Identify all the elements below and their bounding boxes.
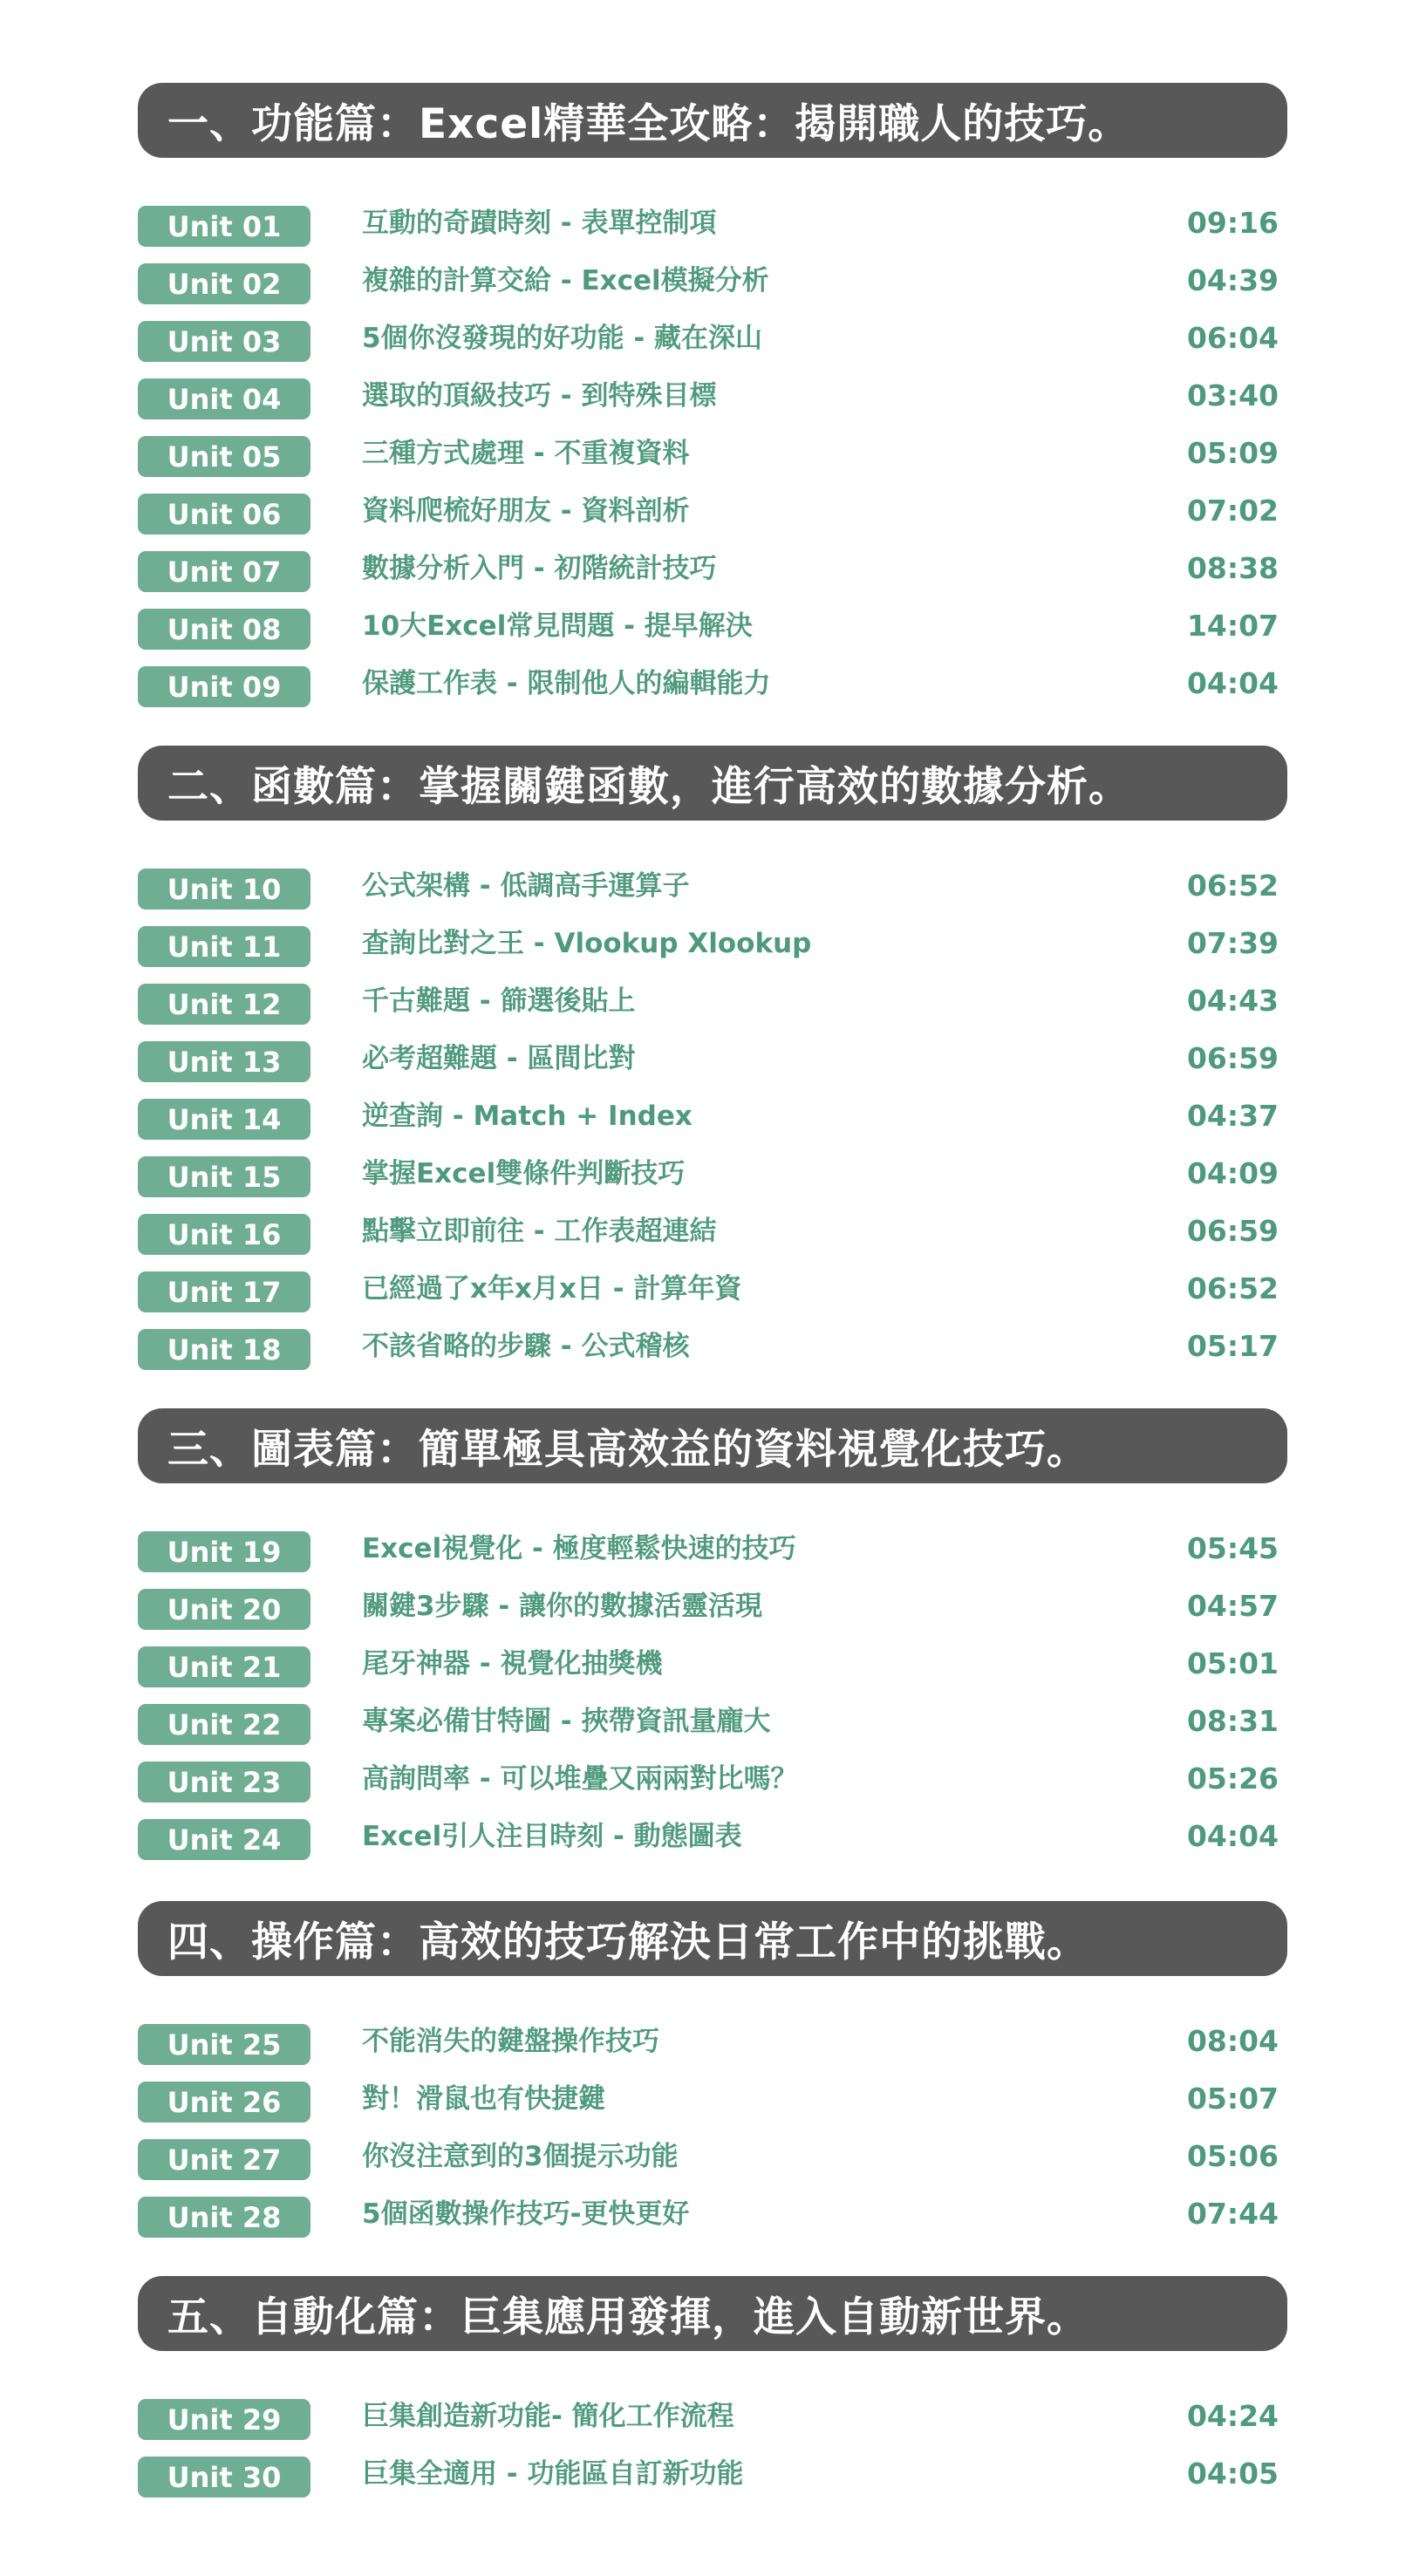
unit-row [138, 664, 1287, 707]
unit-badge: Unit 01 [138, 206, 310, 247]
unit-duration: 04:05 [1186, 2457, 1279, 2491]
unit-row [138, 433, 1287, 477]
unit-title: 互動的奇蹟時刻 - 表單控制項 [362, 208, 717, 239]
unit-duration: 03:40 [1186, 378, 1279, 412]
unit-title: 點擊立即前往 - 工作表超連結 [362, 1216, 717, 1247]
unit-row [138, 549, 1287, 592]
unit-title: 保護工作表 - 限制他人的編輯能力 [362, 668, 771, 699]
unit-row [138, 866, 1287, 910]
unit-row [138, 2454, 1287, 2498]
unit-row [138, 1759, 1287, 1803]
unit-duration: 05:06 [1186, 2139, 1279, 2173]
section-title: 三、圖表篇：簡單極具高效益的資料視覺化技巧。 [167, 1425, 1088, 1474]
unit-title: 對！滑鼠也有快捷鍵 [362, 2083, 605, 2115]
unit-badge: Unit 04 [138, 378, 310, 419]
section-title: 二、函數篇：掌握關鍵函數，進行高效的數據分析。 [167, 762, 1130, 811]
unit-row [138, 1039, 1287, 1082]
section-title: 五、自動化篇：巨集應用發揮，進入自動新世界。 [167, 2293, 1088, 2341]
unit-row [138, 1816, 1287, 1860]
unit-duration: 04:24 [1186, 2399, 1279, 2433]
unit-duration: 04:39 [1186, 263, 1279, 297]
unit-duration: 04:43 [1186, 984, 1279, 1018]
unit-badge: Unit 28 [138, 2197, 310, 2238]
unit-badge: Unit 11 [138, 926, 310, 967]
unit-row [138, 1701, 1287, 1745]
unit-duration: 04:04 [1186, 666, 1279, 700]
unit-duration: 14:07 [1186, 609, 1279, 643]
unit-row [138, 1529, 1287, 1572]
unit-badge: Unit 10 [138, 869, 310, 910]
unit-title: 巨集創造新功能- 簡化工作流程 [362, 2401, 734, 2432]
unit-title: 選取的頂級技巧 - 到特殊目標 [362, 380, 717, 412]
unit-badge: Unit 15 [138, 1156, 310, 1197]
unit-row [138, 376, 1287, 419]
unit-title: 複雜的計算交給 - Excel模擬分析 [362, 265, 769, 296]
unit-badge: Unit 17 [138, 1271, 310, 1312]
unit-row [138, 203, 1287, 247]
section-title: 一、功能篇：Excel精華全攻略：揭開職人的技巧。 [167, 99, 1130, 148]
unit-duration: 05:09 [1186, 436, 1279, 470]
unit-title: Excel引人注目時刻 - 動態圖表 [362, 1821, 742, 1852]
unit-row [138, 606, 1287, 650]
unit-badge: Unit 03 [138, 321, 310, 362]
unit-badge: Unit 24 [138, 1819, 310, 1860]
unit-row [138, 318, 1287, 362]
section-header [138, 83, 1287, 158]
unit-title: 查詢比對之王 - Vlookup Xlookup [362, 928, 812, 959]
unit-row [138, 1586, 1287, 1630]
unit-duration: 05:26 [1186, 1762, 1279, 1796]
unit-title: 你沒注意到的3個提示功能 [362, 2141, 679, 2172]
unit-title: 專案必備甘特圖 - 挾帶資訊量龐大 [362, 1706, 771, 1737]
unit-duration: 09:16 [1186, 206, 1279, 240]
unit-duration: 04:57 [1186, 1589, 1279, 1623]
unit-row [138, 2079, 1287, 2123]
unit-badge: Unit 23 [138, 1762, 310, 1803]
unit-row [138, 923, 1287, 967]
unit-title: 公式架構 - 低調高手運算子 [362, 870, 690, 902]
unit-duration: 06:04 [1186, 321, 1279, 355]
unit-duration: 04:09 [1186, 1156, 1279, 1190]
unit-badge: Unit 21 [138, 1646, 310, 1687]
unit-row [138, 1211, 1287, 1255]
unit-row [138, 2136, 1287, 2180]
unit-duration: 07:44 [1186, 2197, 1279, 2231]
unit-title: 5個你沒發現的好功能 - 藏在深山 [362, 323, 763, 354]
unit-title: 巨集全適用 - 功能區自訂新功能 [362, 2458, 744, 2490]
unit-badge: Unit 18 [138, 1329, 310, 1370]
unit-title: Excel視覺化 - 極度輕鬆快速的技巧 [362, 1533, 796, 1564]
section-header [138, 1408, 1287, 1483]
unit-row [138, 261, 1287, 304]
unit-row [138, 1096, 1287, 1140]
unit-badge: Unit 07 [138, 551, 310, 592]
unit-duration: 05:17 [1186, 1329, 1279, 1363]
unit-duration: 06:52 [1186, 1271, 1279, 1305]
section-header [138, 746, 1287, 821]
unit-duration: 05:01 [1186, 1646, 1279, 1680]
unit-row [138, 2021, 1287, 2065]
unit-title: 已經過了x年x月x日 - 計算年資 [362, 1273, 742, 1305]
unit-badge: Unit 02 [138, 263, 310, 304]
unit-duration: 06:59 [1186, 1214, 1279, 1248]
unit-title: 資料爬梳好朋友 - 資料剖析 [362, 495, 690, 527]
unit-duration: 04:37 [1186, 1099, 1279, 1133]
unit-title: 高詢問率 - 可以堆疊又兩兩對比嗎？ [362, 1763, 798, 1795]
unit-title: 逆查詢 - Match + Index [362, 1101, 693, 1132]
unit-badge: Unit 12 [138, 984, 310, 1025]
unit-badge: Unit 22 [138, 1704, 310, 1745]
unit-title: 三種方式處理 - 不重複資料 [362, 438, 690, 469]
unit-duration: 05:45 [1186, 1531, 1279, 1565]
unit-badge: Unit 14 [138, 1099, 310, 1140]
unit-badge: Unit 30 [138, 2457, 310, 2498]
unit-title: 不該省略的步驟 - 公式稽核 [362, 1331, 690, 1362]
unit-badge: Unit 16 [138, 1214, 310, 1255]
unit-duration: 08:38 [1186, 551, 1279, 585]
unit-title: 尾牙神器 - 視覺化抽獎機 [362, 1648, 663, 1680]
unit-duration: 08:31 [1186, 1704, 1279, 1738]
unit-title: 不能消失的鍵盤操作技巧 [362, 2026, 659, 2057]
unit-duration: 06:59 [1186, 1041, 1279, 1075]
unit-title: 5個函數操作技巧-更快更好 [362, 2198, 690, 2230]
unit-badge: Unit 27 [138, 2139, 310, 2180]
unit-badge: Unit 20 [138, 1589, 310, 1630]
unit-row [138, 1269, 1287, 1312]
unit-badge: Unit 29 [138, 2399, 310, 2440]
unit-duration: 05:07 [1186, 2082, 1279, 2116]
unit-row [138, 2194, 1287, 2238]
unit-badge: Unit 05 [138, 436, 310, 477]
unit-duration: 07:02 [1186, 494, 1279, 528]
unit-row [138, 1326, 1287, 1370]
unit-badge: Unit 09 [138, 666, 310, 707]
unit-title: 關鍵3步驟 - 讓你的數據活靈活現 [362, 1591, 763, 1622]
unit-duration: 07:39 [1186, 926, 1279, 960]
unit-duration: 06:52 [1186, 869, 1279, 903]
section-header [138, 1901, 1287, 1976]
unit-duration: 04:04 [1186, 1819, 1279, 1853]
unit-badge: Unit 26 [138, 2082, 310, 2123]
unit-title: 10大Excel常見問題 - 提早解決 [362, 610, 753, 642]
section-header [138, 2276, 1287, 2351]
unit-title: 掌握Excel雙條件判斷技巧 [362, 1158, 686, 1189]
unit-title: 千古難題 - 篩選後貼上 [362, 985, 636, 1017]
unit-badge: Unit 25 [138, 2024, 310, 2065]
unit-badge: Unit 19 [138, 1531, 310, 1572]
unit-badge: Unit 08 [138, 609, 310, 650]
unit-row [138, 1154, 1287, 1197]
unit-title: 數據分析入門 - 初階統計技巧 [362, 553, 717, 584]
unit-title: 必考超難題 - 區間比對 [362, 1043, 636, 1074]
unit-row [138, 491, 1287, 535]
unit-row [138, 981, 1287, 1025]
section-title: 四、操作篇：高效的技巧解決日常工作中的挑戰。 [167, 1918, 1088, 1966]
unit-duration: 08:04 [1186, 2024, 1279, 2058]
unit-row [138, 2396, 1287, 2440]
unit-badge: Unit 13 [138, 1041, 310, 1082]
unit-badge: Unit 06 [138, 494, 310, 535]
unit-row [138, 1644, 1287, 1687]
